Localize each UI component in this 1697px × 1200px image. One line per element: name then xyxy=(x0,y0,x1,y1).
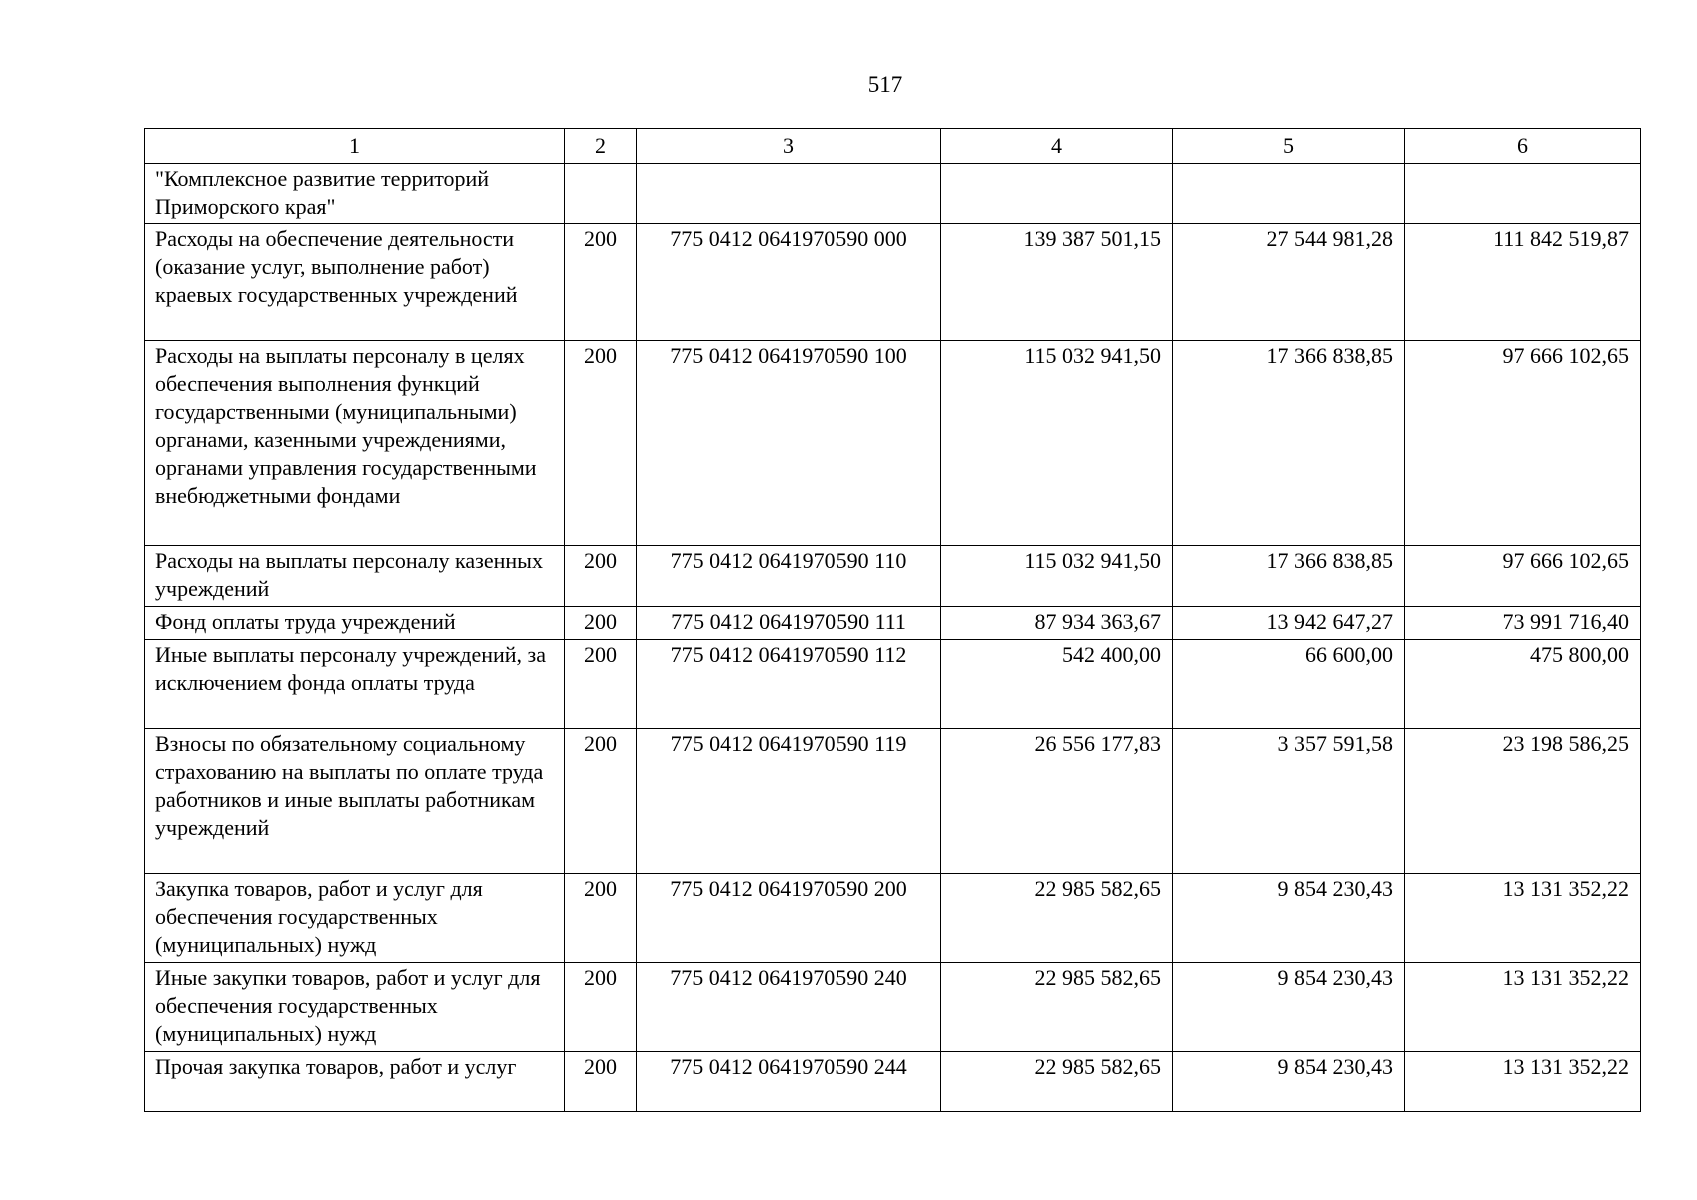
row-value-col6 xyxy=(1405,164,1641,224)
row-admin-code: 200 xyxy=(565,224,637,341)
row-classification-code: 775 0412 0641970590 100 xyxy=(637,341,941,546)
table-row xyxy=(145,963,1641,1052)
row-admin-code: 200 xyxy=(565,729,637,874)
row-value-col4: 87 934 363,67 xyxy=(941,607,1173,640)
row-classification-code: 775 0412 0641970590 112 xyxy=(637,640,941,729)
table-row xyxy=(145,1052,1641,1112)
row-value-col4: 542 400,00 xyxy=(941,640,1173,729)
row-admin-code: 200 xyxy=(565,874,637,963)
row-admin-code: 200 xyxy=(565,607,637,640)
row-name: Закупка товаров, работ и услуг для обеспечения государственных (муниципальных) нужд xyxy=(145,874,565,963)
row-admin-code: 200 xyxy=(565,963,637,1052)
table-row xyxy=(145,546,1641,607)
row-value-col5: 17 366 838,85 xyxy=(1173,546,1405,607)
row-value-col6: 111 842 519,87 xyxy=(1405,224,1641,341)
row-admin-code: 200 xyxy=(565,341,637,546)
row-classification-code: 775 0412 0641970590 110 xyxy=(637,546,941,607)
row-name: Фонд оплаты труда учреждений xyxy=(145,607,565,640)
column-header-4: 4 xyxy=(941,129,1173,164)
row-value-col6: 97 666 102,65 xyxy=(1405,341,1641,546)
row-value-col4: 115 032 941,50 xyxy=(941,546,1173,607)
row-value-col5: 27 544 981,28 xyxy=(1173,224,1405,341)
page-number: 517 xyxy=(867,72,903,97)
budget-table xyxy=(144,128,1641,1112)
row-classification-code: 775 0412 0641970590 111 xyxy=(637,607,941,640)
row-value-col4: 22 985 582,65 xyxy=(941,874,1173,963)
row-classification-code xyxy=(637,164,941,224)
row-value-col5: 66 600,00 xyxy=(1173,640,1405,729)
row-value-col6: 475 800,00 xyxy=(1405,640,1641,729)
row-value-col5: 3 357 591,58 xyxy=(1173,729,1405,874)
row-classification-code: 775 0412 0641970590 244 xyxy=(637,1052,941,1112)
table-row xyxy=(145,729,1641,874)
row-value-col6: 13 131 352,22 xyxy=(1405,874,1641,963)
row-name: Расходы на выплаты персоналу в целях обеспечения выполнения функций государственными (муниципальными) органами, казенными учреждениями, органами управления государственными внебюджетными фондами xyxy=(145,341,565,546)
row-value-col5: 9 854 230,43 xyxy=(1173,963,1405,1052)
row-value-col4: 26 556 177,83 xyxy=(941,729,1173,874)
row-name: Иные закупки товаров, работ и услуг для обеспечения государственных (муниципальных) нужд xyxy=(145,963,565,1052)
row-value-col6: 13 131 352,22 xyxy=(1405,963,1641,1052)
row-admin-code: 200 xyxy=(565,640,637,729)
table-row xyxy=(145,164,1641,224)
row-name: Расходы на обеспечение деятельности (оказание услуг, выполнение работ) краевых государственных учреждений xyxy=(145,224,565,341)
row-admin-code xyxy=(565,164,637,224)
row-value-col4: 22 985 582,65 xyxy=(941,963,1173,1052)
row-value-col4: 139 387 501,15 xyxy=(941,224,1173,341)
row-classification-code: 775 0412 0641970590 119 xyxy=(637,729,941,874)
row-classification-code: 775 0412 0641970590 200 xyxy=(637,874,941,963)
column-header-3: 3 xyxy=(637,129,941,164)
row-name: Иные выплаты персоналу учреждений, за исключением фонда оплаты труда xyxy=(145,640,565,729)
column-header-2: 2 xyxy=(565,129,637,164)
row-value-col4: 115 032 941,50 xyxy=(941,341,1173,546)
table-row xyxy=(145,874,1641,963)
row-admin-code: 200 xyxy=(565,546,637,607)
column-header-5: 5 xyxy=(1173,129,1405,164)
row-value-col5: 9 854 230,43 xyxy=(1173,874,1405,963)
row-name: "Комплексное развитие территорий Приморского края" xyxy=(145,164,565,224)
table-row xyxy=(145,640,1641,729)
row-name: Взносы по обязательному социальному страхованию на выплаты по оплате труда работников и иные выплаты работникам учреждений xyxy=(145,729,565,874)
row-name: Прочая закупка товаров, работ и услуг xyxy=(145,1052,565,1112)
row-classification-code: 775 0412 0641970590 000 xyxy=(637,224,941,341)
row-value-col5: 9 854 230,43 xyxy=(1173,1052,1405,1112)
row-value-col5: 17 366 838,85 xyxy=(1173,341,1405,546)
column-header-1: 1 xyxy=(145,129,565,164)
row-value-col5 xyxy=(1173,164,1405,224)
table-row xyxy=(145,224,1641,341)
row-value-col4 xyxy=(941,164,1173,224)
row-value-col6: 23 198 586,25 xyxy=(1405,729,1641,874)
row-value-col6: 73 991 716,40 xyxy=(1405,607,1641,640)
row-value-col6: 97 666 102,65 xyxy=(1405,546,1641,607)
table-header-row xyxy=(145,129,1641,164)
row-value-col6: 13 131 352,22 xyxy=(1405,1052,1641,1112)
table-row xyxy=(145,341,1641,546)
row-value-col4: 22 985 582,65 xyxy=(941,1052,1173,1112)
row-value-col5: 13 942 647,27 xyxy=(1173,607,1405,640)
column-header-6: 6 xyxy=(1405,129,1641,164)
row-classification-code: 775 0412 0641970590 240 xyxy=(637,963,941,1052)
table-row xyxy=(145,607,1641,640)
row-admin-code: 200 xyxy=(565,1052,637,1112)
row-name: Расходы на выплаты персоналу казенных учреждений xyxy=(145,546,565,607)
